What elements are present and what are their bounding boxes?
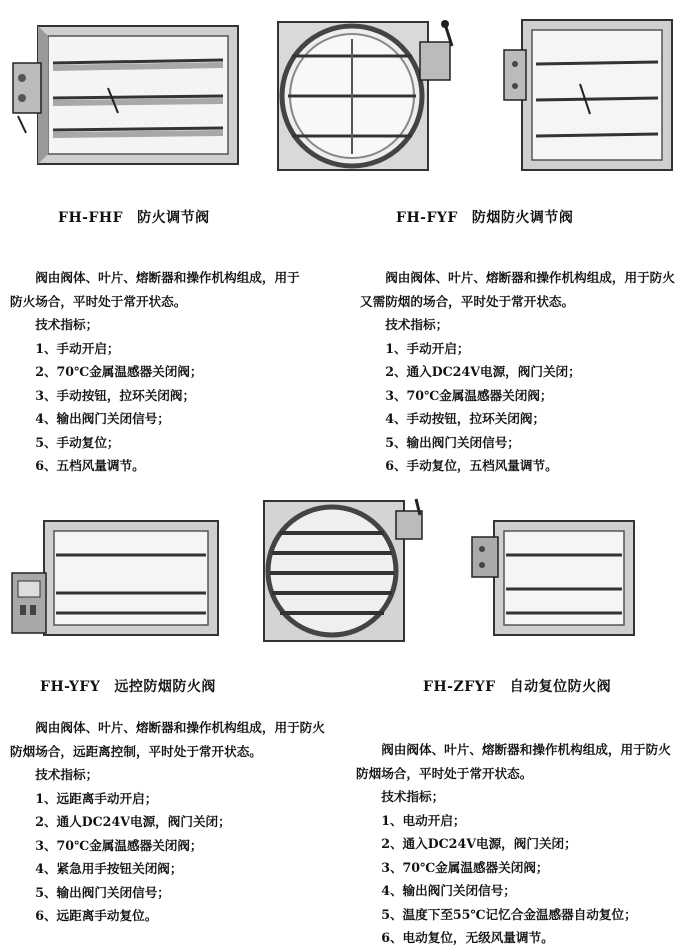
product-description-fh-zfyf (356, 738, 681, 950)
spec-heading: 技术指标； (35, 767, 99, 782)
spec-item: 6、电动复位，无级风量调节。 (381, 930, 554, 945)
spec-item: 3、手动按钮，拉环关闭阀； (35, 387, 196, 403)
photo-fh-zfyf-round (258, 495, 433, 645)
spec-item: 4、输出阀门关闭信号； (35, 411, 170, 426)
spec-item: 5、手动复位； (35, 434, 120, 450)
product-title-fh-fyf (396, 207, 573, 227)
spec-list (10, 787, 325, 928)
description-text: 阀由阀体、叶片、熔断器和操作机构组成，用于防火防烟场合，平时处于常开状态。 (356, 742, 671, 781)
photo-fh-fyf-rect (500, 14, 680, 174)
product-description-fh-yfy (10, 716, 325, 928)
product-title-fh-zfyf (423, 676, 611, 696)
spec-item: 5、输出阀门关闭信号； (35, 884, 170, 900)
spec-item: 1、手动开启； (385, 340, 470, 356)
photo-fh-fhf (8, 18, 248, 168)
spec-item: 4、输出阀门关闭信号； (381, 883, 516, 898)
spec-item: 2、70℃金属温感器关闭阀； (35, 364, 203, 379)
photo-fh-zfyf-rect (468, 515, 638, 640)
spec-item: 2、通人DC24V电源，阀门关闭； (35, 814, 231, 829)
spec-item: 4、紧急用手按钮关闭阀； (35, 861, 183, 876)
product-title-fh-fhf (58, 207, 210, 227)
product-name: 防火调节阀 (137, 210, 210, 226)
product-name: 自动复位防火阀 (509, 679, 612, 695)
product-name: 防烟防火调节阀 (471, 210, 574, 226)
spec-item: 3、70℃金属温感器关闭阀； (385, 387, 553, 403)
product-model: FH-YFY (40, 679, 101, 695)
spec-list (360, 337, 680, 478)
product-name: 远控防烟防火阀 (114, 679, 216, 695)
description-text: 阀由阀体、叶片、熔断器和操作机构组成，用于防火又需防烟的场合，平时处于常开状态。 (360, 270, 675, 309)
spec-item: 4、手动按钮，拉环关闭阀； (385, 411, 546, 426)
spec-item: 6、手动复位，五档风量调节。 (385, 458, 558, 473)
photo-fh-yfy (8, 515, 223, 640)
product-model: FH-FYF (396, 210, 458, 226)
spec-list (356, 809, 681, 950)
description-text: 阀由阀体、叶片、熔断器和操作机构组成，用于防火防烟场合，远距离控制，平时处于常开状态。 (10, 720, 325, 759)
spec-item: 5、温度下至55℃记忆合金温感器自动复位； (381, 906, 637, 922)
spec-item: 5、输出阀门关闭信号； (385, 434, 520, 450)
spec-heading: 技术指标； (385, 317, 449, 332)
spec-item: 3、70℃金属温感器关闭阀； (35, 837, 203, 853)
spec-item: 6、远距离手动复位。 (35, 908, 158, 923)
spec-item: 1、远距离手动开启； (35, 790, 158, 806)
spec-item: 2、通入DC24V电源，阀门关闭； (385, 364, 581, 379)
description-text: 阀由阀体、叶片、熔断器和操作机构组成，用于防火场合，平时处于常开状态。 (10, 270, 300, 309)
spec-list (10, 337, 310, 478)
spec-item: 3、70℃金属温感器关闭阀； (381, 859, 549, 875)
photo-fh-fyf (270, 14, 470, 174)
product-model: FH-FHF (58, 210, 124, 226)
product-description-fh-fyf (360, 266, 680, 478)
spec-item: 1、手动开启； (35, 340, 120, 356)
product-title-fh-yfy (40, 676, 216, 696)
product-model: FH-ZFYF (423, 679, 496, 695)
spec-item: 1、电动开启； (381, 812, 466, 828)
product-description-fh-fhf (10, 266, 310, 478)
spec-item: 6、五档风量调节。 (35, 458, 145, 473)
spec-heading: 技术指标； (35, 317, 99, 332)
spec-item: 2、通入DC24V电源，阀门关闭； (381, 836, 577, 851)
spec-heading: 技术指标； (381, 789, 445, 804)
